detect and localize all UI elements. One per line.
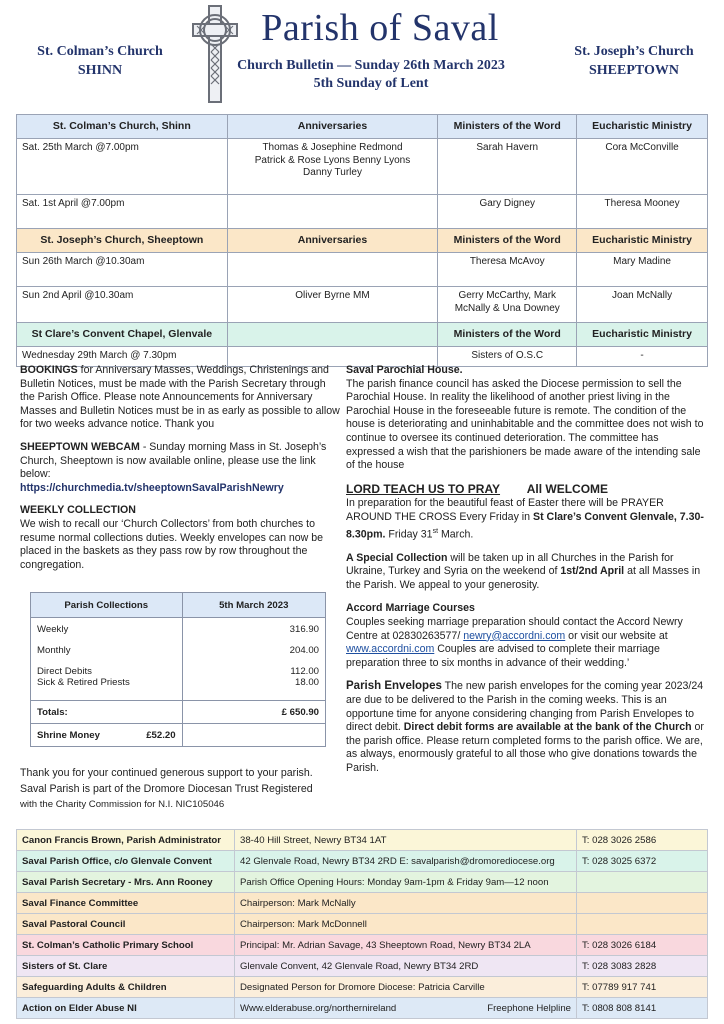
bulletin-subtitle: Church Bulletin — Sunday 26th March 2023 5th Sunday of Lent — [237, 58, 505, 91]
bulletin-header — [0, 0, 724, 110]
accord-notice: Accord Marriage Courses Couples seeking marriage preparation should contact the Accord Newry Centre at 02830263577/ newry@accordni.com or visit our website at www.accordni.com Couples are advised to complete their marriage preparation three to six months in advance of their wedding.’ — [346, 602, 683, 669]
page-title: Parish of Saval — [261, 7, 499, 49]
webcam-notice: SHEEPTOWN WEBCAM - Sunday morning Mass in St. Joseph’s Church, Sheeptown is now available online, please use the link below: https://churchmedia.tv/sheeptownSavalParishNewry — [20, 440, 327, 494]
table-row: Weekly 316.90 — [31, 618, 326, 638]
special-collection-notice: A Special Collection will be taken up in all Churches in the Parish for Ukraine, Turkey and Syria on the weekend of 1st/2nd April at all Masses in the Parish. We appeal to your generosity. — [346, 551, 701, 591]
weekly-collection-notice: WEEKLY COLLECTION We wish to recall our ‘Church Collectors’ from both churches to resume normal collections duties. Weekly envelopes can now be placed in the baskets as they pass row by row throughout the congregation. — [20, 504, 324, 571]
table-row: Action on Elder Abuse NI Www.elderabuse.org/northernireland Freephone Helpline T: 0808 808 8141 — [17, 998, 708, 1019]
left-column — [20, 364, 340, 581]
table-row: Canon Francis Brown, Parish Administrator 38-40 Hill Street, Newry BT34 1AT T: 028 3026 2586 — [17, 830, 708, 851]
shrine-money-row: Shrine Money £52.20 — [31, 724, 326, 747]
lord-teach-notice: LORD TEACH US TO PRAY All WELCOME In preparation for the beautiful feast of Easter there will be PRAYER AROUND THE CROSS Every Friday in St Clare’s Convent Glenvale, 7.30-8.30pm. Friday 31st March. — [346, 481, 704, 541]
accord-email-link[interactable]: newry@accordni.com — [463, 629, 566, 642]
bookings-notice: BOOKINGS for Anniversary Masses, Weddings, Christenings and Bulletin Notices, must be made with the Parish Secretary through the Parish Office. Please note Announcements for Anniversary Masses and Bulletin Notices must be in as early as possible to allow for two weeks advance notice. Thank you — [20, 364, 340, 431]
table-row: Monthly 204.00 — [31, 637, 326, 658]
schedule-table — [16, 114, 708, 367]
table-row: Saval Parish Secretary - Mrs. Ann Rooney Parish Office Opening Hours: Monday 9am-1pm & Friday 9am—12 noon — [17, 872, 708, 893]
totals-row: Totals: £ 650.90 — [31, 701, 326, 724]
table-row: Sun 2nd April @10.30am Oliver Byrne MM Gerry McCarthy, Mark McNally & Una Downey Joan McNally — [17, 287, 708, 323]
schedule-header-shinn: St. Colman’s Church, Shinn Anniversaries Ministers of the Word Eucharistic Ministry — [17, 115, 708, 139]
table-row: Sun 26th March @10.30am Theresa McAvoy Mary Madine — [17, 253, 708, 287]
table-row: St. Colman’s Catholic Primary School Principal: Mr. Adrian Savage, 43 Sheeptown Road, Newry BT34 2LA T: 028 3026 6184 — [17, 935, 708, 956]
table-row: Sat. 25th March @7.00pm Thomas & Josephine Redmond Patrick & Rose Lyons Benny Lyons Danny Turley Sarah Havern Cora McConville — [17, 139, 708, 195]
table-row: Saval Finance Committee Chairperson: Mark McNally — [17, 893, 708, 914]
table-row: Safeguarding Adults & Children Designated Person for Dromore Diocese: Patricia Carville T: 07789 917 741 — [17, 977, 708, 998]
table-row: Sat. 1st April @7.00pm Gary Digney Theresa Mooney — [17, 195, 708, 229]
table-row: Saval Pastoral Council Chairperson: Mark McDonnell — [17, 914, 708, 935]
right-column — [346, 364, 708, 783]
accord-website-link[interactable]: www.accordni.com — [346, 643, 435, 656]
table-row: Saval Parish Office, c/o Glenvale Convent 42 Glenvale Road, Newry BT34 2RD E: savalparish@dromorediocese.org T: 028 3025 6372 — [17, 851, 708, 872]
parish-envelopes-notice: Parish Envelopes The new parish envelopes for the coming year 2023/24 are due to be delivered to the Parish in the coming weeks. This is an opportune time for anyone considering changing from Parish Envelopes to direct debit. Direct debit forms are available at the bank of the Church or the parish office. Please return completed forms to the parish office. We are, as always, enormously grateful to all those who give donations towards the Parish. — [346, 680, 704, 774]
left-church-name: St. Colman’s Church SHINN — [37, 44, 163, 78]
table-row: Wednesday 29th March @ 7.30pm Sisters of O.S.C - — [17, 347, 708, 367]
collections-table: Parish Collections 5th March 2023 Weekly 316.90 Monthly 204.00 Direct Debits 112.00 Sick & Retired Priests 18.00 Totals: £ 650.90 Shrine Money £52.20 — [30, 592, 326, 747]
directory-table — [16, 829, 708, 1019]
webcam-link[interactable]: https://churchmedia.tv/sheeptownSavalParishNewry — [20, 481, 284, 494]
table-row: Sisters of St. Clare Glenvale Convent, 42 Glenvale Road, Newry BT34 2RD T: 028 3083 2828 — [17, 956, 708, 977]
thanks-notice: Thank you for your continued generous support to your parish. Saval Parish is part of the Dromore Diocesan Trust Registered with the Charity Commission for N.I. NIC105046 — [20, 767, 313, 810]
schedule-header-sheeptown: St. Joseph’s Church, Sheeptown Anniversaries Ministers of the Word Eucharistic Ministry — [17, 229, 708, 253]
table-row: Sick & Retired Priests 18.00 — [31, 677, 326, 701]
parochial-house-notice: Saval Parochial House. The parish finance council has asked the Diocese permission to sell the Parochial House. In reality the likelihood of another priest living in the Parochial House in the foreseeable future is remote. The condition of the house is deteriorating and uninhabitable and the committee does not wish to continue to oversee its continued deterioration. The committee has expressed a wish that the parishioners be made aware of the intending sale of the house — [346, 364, 704, 472]
table-row: Direct Debits 112.00 — [31, 658, 326, 677]
schedule-header-glenvale: St Clare’s Convent Chapel, Glenvale Ministers of the Word Eucharistic Ministry — [17, 323, 708, 347]
right-church-name: St. Joseph’s Church SHEEPTOWN — [574, 44, 694, 78]
